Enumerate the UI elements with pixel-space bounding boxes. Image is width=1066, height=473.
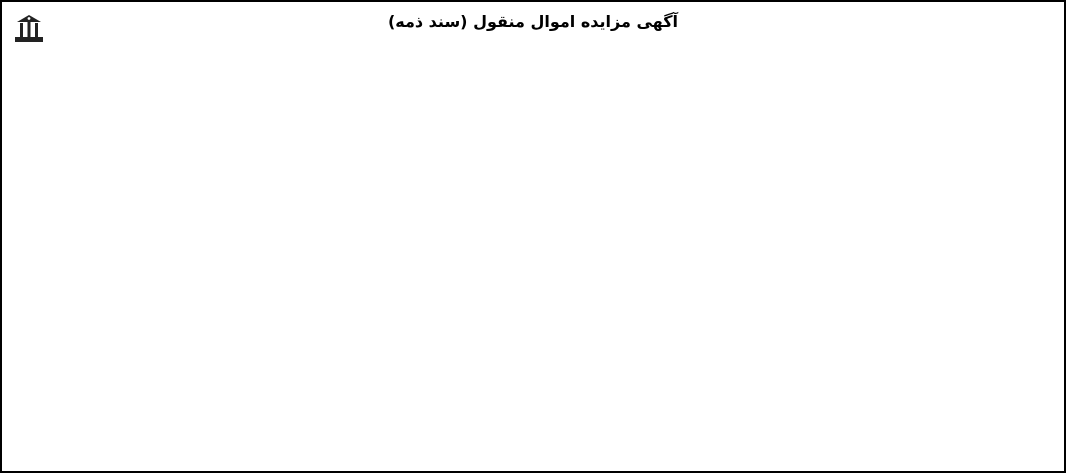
- notice-title: آگهی مزایده اموال منقول (سند ذمه): [387, 12, 679, 31]
- notice-body: [12, 42, 1054, 452]
- judiciary-emblem-icon: [12, 12, 46, 46]
